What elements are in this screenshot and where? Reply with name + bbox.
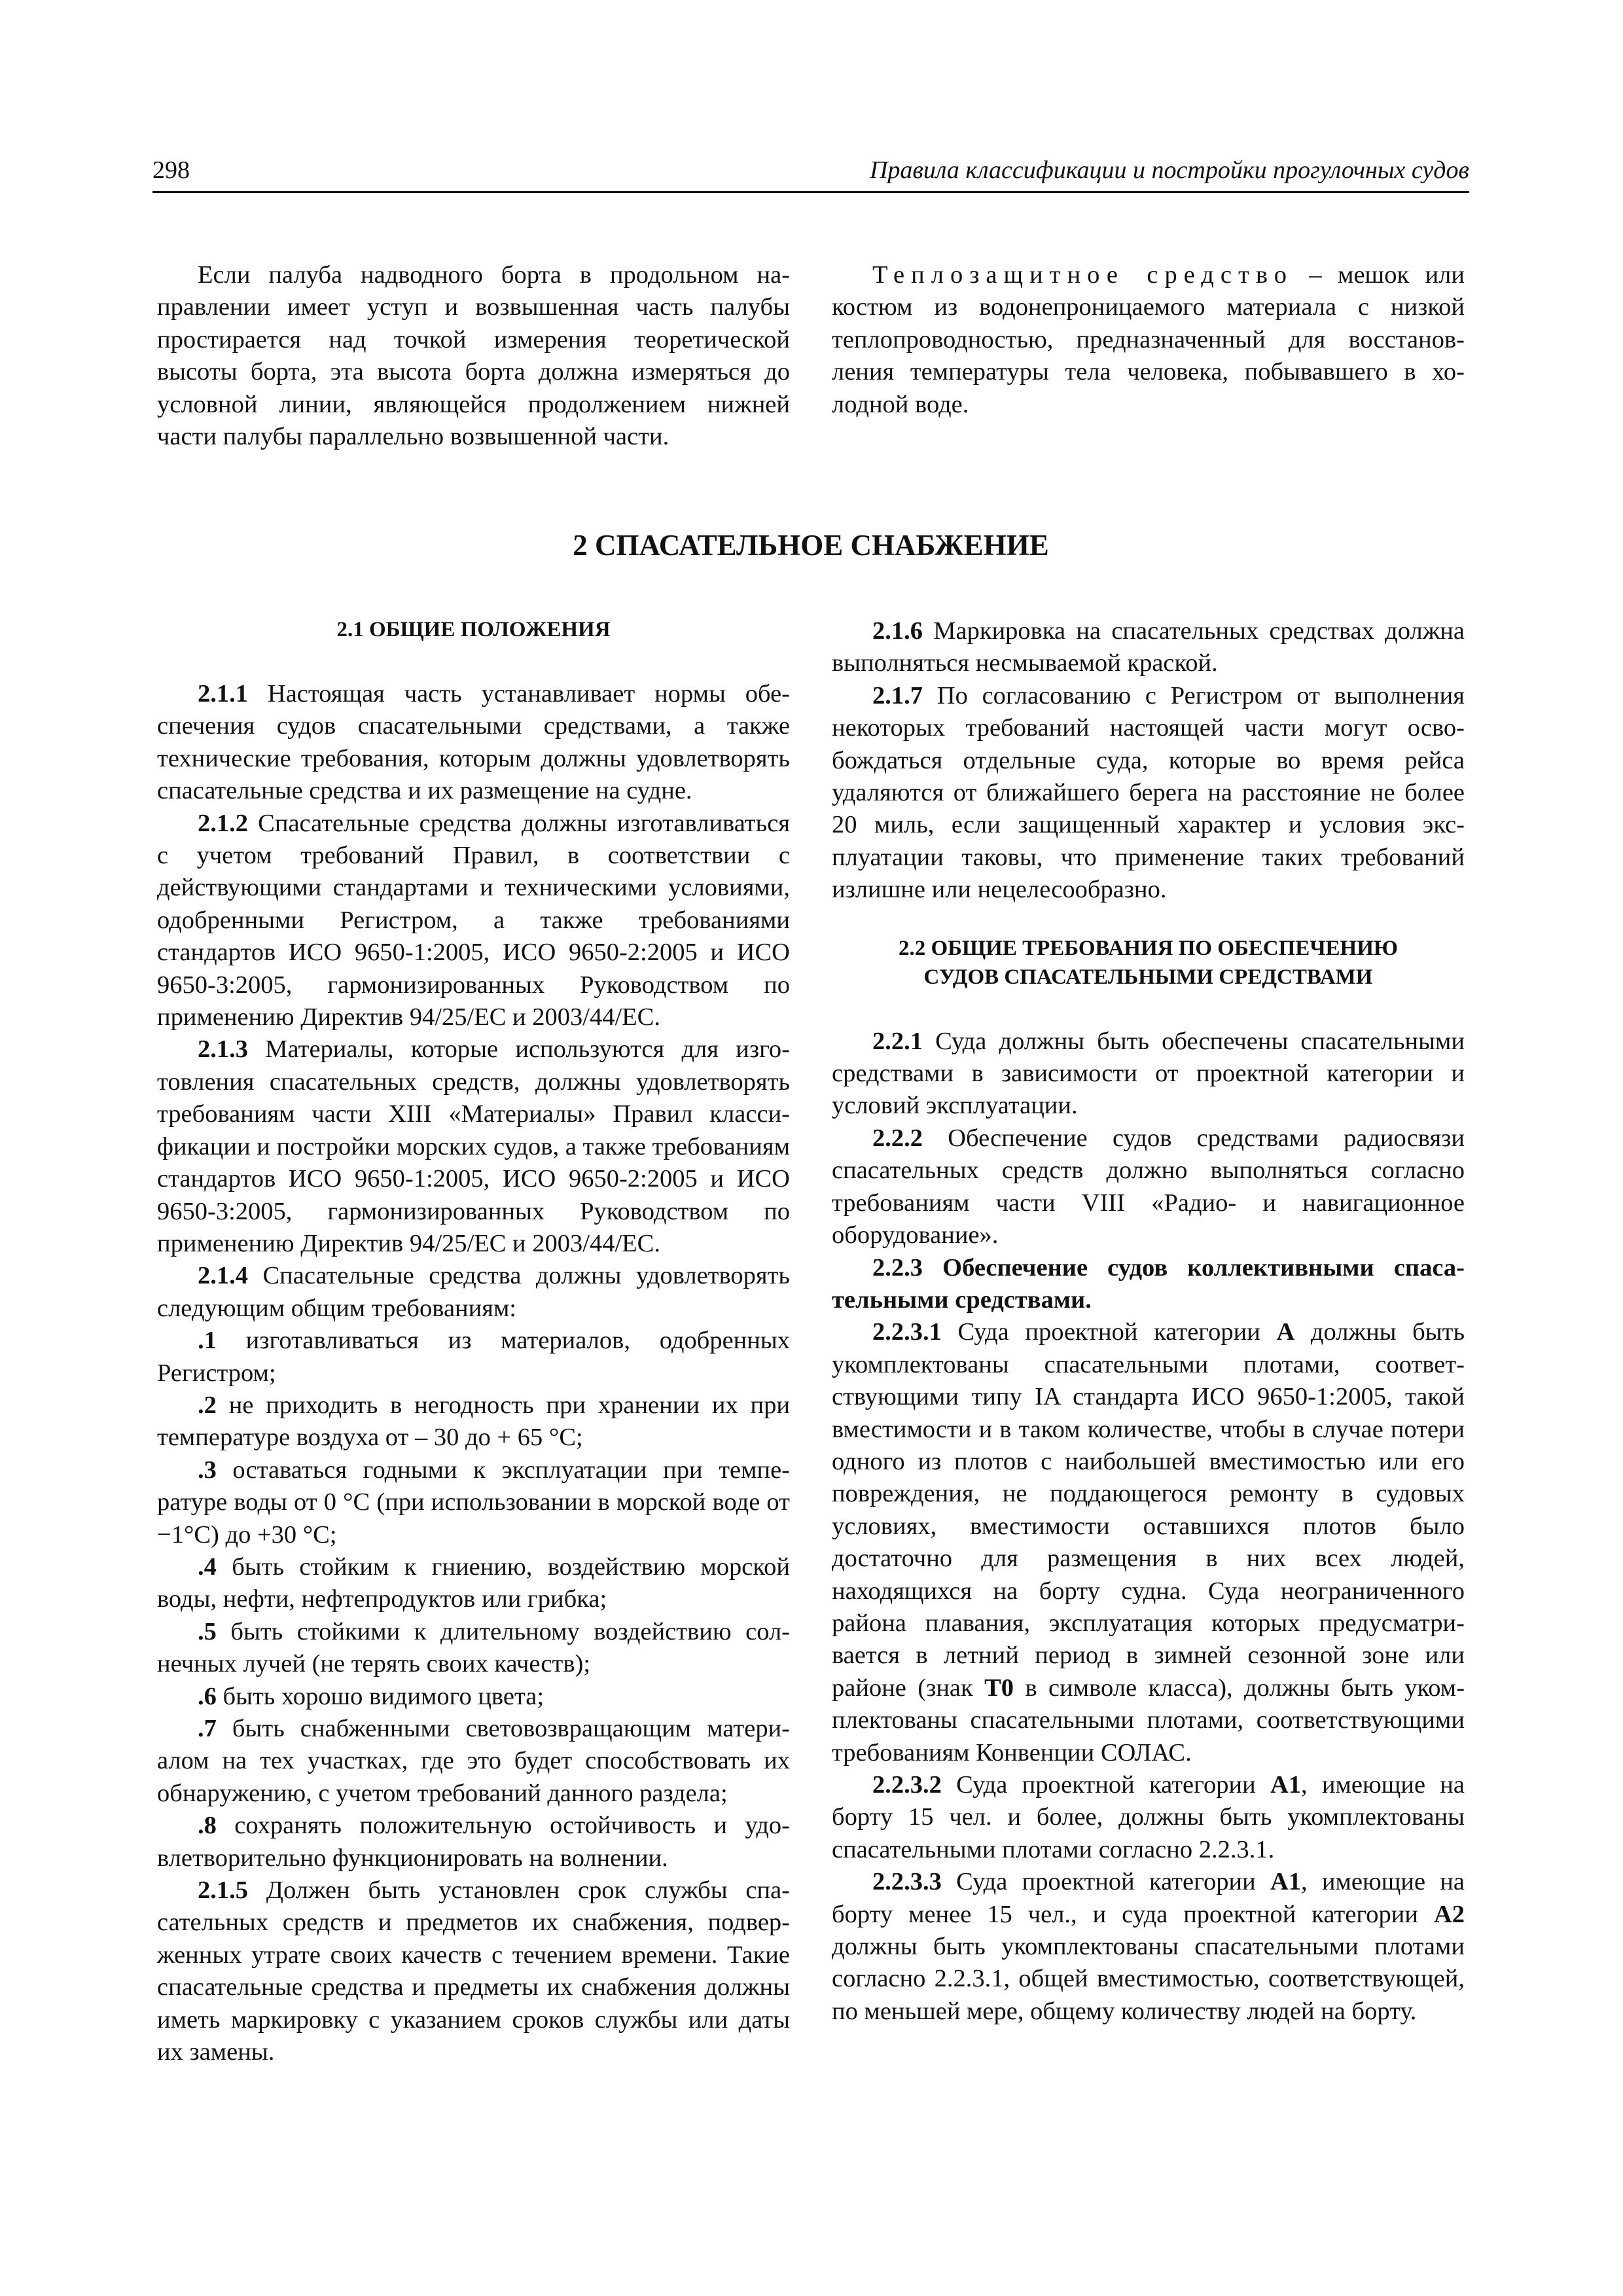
item-number: .8 [198,1812,217,1840]
paragraph-text: в символе класса), должны быть укомплектованы спасательными плотами, соответствующими требованиям Конвенции СОЛАС. [832,1674,1465,1767]
paragraph-text: Спасательные средства должны изготавливаться с учетом требований Правил, в соответствии с действующими стандартами и техническими условиями, одобренными Регистром, а также требованиями стандартов ИСО 9650-1:2005, ИСО 9650-2:2005 и ИСО 9650-3:2005, гармонизированных Руководством по применению Директив 94/25/ЕС и 2003/44/ЕС. [157,809,790,1031]
paragraph-text: Спасательные средства должны удовлетворять следующим общим требованиям: [157,1262,790,1322]
item-number: .4 [198,1552,217,1581]
left-column [157,615,790,2068]
item-number: .1 [198,1327,217,1355]
paragraph-text: Настоящая часть устанавливает нормы обеспечения судов спасательными средствами, а также технические требования, которым должны удовлетворять спасательные средства и их размещение на судне. [157,680,790,805]
paragraph-2-2-3 [832,1252,1465,1317]
paragraph-2-1-2 [157,808,790,1034]
item-number: .2 [198,1391,217,1419]
design-category: A1 [1270,1771,1301,1799]
page-number: 298 [152,156,190,184]
paragraph-number: 2.1.5 [198,1876,248,1905]
list-item [157,1713,790,1810]
subsection-2-2-title-line1: 2.2 ОБЩИЕ ТРЕБОВАНИЯ ПО ОБЕСПЕЧЕНИЮ [898,936,1399,960]
paragraph-2-2-3-2 [832,1769,1465,1866]
list-item [157,1390,790,1454]
item-text: быть стойким к гниению, воздействию морской воды, нефти, нефтепродуктов или грибка; [157,1552,790,1613]
paragraph-number: 2.2.3.2 [872,1771,942,1799]
paragraph-2-1-6 [832,615,1465,680]
list-item [157,1810,790,1874]
paragraph-2-2-3-1 [832,1316,1465,1769]
paragraph-text: Должен быть установлен срок службы спасательных средств и предметов их снабжения, подверженных утрате своих качеств с течением времени. Такие спасательные средства и предметы их снабжения должны иметь маркировку с указанием сроков службы или даты их замены. [157,1876,790,2066]
item-number: .7 [198,1715,217,1742]
subsection-2-2-title [832,934,1465,992]
paragraph-text: Суда проектной категории [941,1318,1277,1346]
paragraph-text: должны быть укомплектованы спасательными плотами согласно 2.2.3.1, общей вместимостью, соответствующей, по меньшей мере, общему количеству людей на борту. [832,1933,1465,2025]
thermal-aid-text: – мешок или костюм из водонепроницаемого материала с низкой теплопроводностью, предназначенный для восстановления температуры тела человека, побывавшего в холодной воде. [832,261,1465,418]
subsection-2-2-title-line2: СУДОВ СПАСАТЕЛЬНЫМИ СРЕДСТВАМИ [923,965,1373,989]
running-title: Правила классификации и постройки прогулочных судов [869,156,1469,184]
paragraph-text: По согласованию с Регистром от выполнения некоторых требований настоящей части могут освобождаться отдельные суда, которые во время рейса удаляются от ближайшего берега на расстояние не более 20 миль, если защищенный характер и условия эксплуатации таковы, что применение таких требований излишне или нецелесообразно. [832,681,1465,904]
item-text: быть стойкими к длительному воздействию солнечных лучей (не терять своих качеств); [157,1617,790,1678]
design-category: A [1276,1318,1295,1346]
paragraph-number: 2.1.6 [872,617,923,645]
design-category: A2 [1433,1900,1465,1928]
paragraph-2-2-1 [832,1026,1465,1122]
paragraph-number: 2.2.3 [872,1253,923,1282]
item-text: быть хорошо видимого цвета; [216,1682,544,1710]
item-text: не приходить в негодность при хранении их при температуре воздуха от – 30 до + 65 °С; [157,1391,790,1452]
list-item [157,1681,790,1713]
paragraph-number: 2.2.2 [872,1124,923,1152]
paragraph-text: Суда проектной категории [941,1771,1270,1799]
item-number: .5 [198,1617,217,1645]
design-category: A1 [1270,1868,1301,1896]
paragraph-number: 2.1.2 [198,809,248,837]
paragraph-text: Обеспечение судов средствами радиосвязи спасательных средств должно выполняться согласно требованиям части VIII «Радио- и навигационное оборудование». [832,1124,1465,1249]
subsection-2-1-title: 2.1 ОБЩИЕ ПОЛОЖЕНИЯ [336,618,611,641]
right-column [832,615,1465,2028]
paragraph-number: 2.1.1 [198,680,248,708]
class-mark: Т0 [984,1674,1014,1702]
item-text: изготавливаться из материалов, одобренных Регистром; [157,1327,790,1387]
item-text: сохранять положительную остойчивость и удовлетворительно функционировать на волнении. [157,1812,790,1872]
list-item [157,1454,790,1551]
paragraph-text: Маркировка на спасательных средствах должна выполняться несмываемой краской. [832,617,1465,677]
list-item [157,1325,790,1390]
paragraph-2-1-4 [157,1260,790,1325]
item-number: .6 [198,1682,217,1710]
paragraph-2-2-3-3 [832,1866,1465,2028]
item-text: быть снабженными световозвращающим материалом на тех участках, где это будет способствовать их обнаружению, с учетом требований данного раздела; [157,1715,790,1807]
paragraph-2-1-5 [157,1874,790,2068]
paragraph-text: , имеющие на борту менее 15 чел., и суда проектной категории [832,1868,1465,1928]
item-text: оставаться годными к эксплуатации при температуре воды от 0 °С (при использовании в морской воде от −1°С) до +30 °С; [157,1456,790,1549]
paragraph-number: 2.1.3 [198,1035,248,1064]
paragraph-number: 2.1.7 [872,681,923,709]
freeboard-paragraph: Если палуба надводного борта в продольном направлении имеет уступ и возвышенная часть палубы простирается над точкой измерения теоретической высоты борта, эта высота борта должна измеряться до условной линии, являющейся продолжением нижней части палубы параллельно возвышенной части. [157,261,790,451]
paragraph-text: должны быть укомплектованы спасательными плотами, соответствующими типу IA стандарта ИСО 9650-1:2005, такой вместимости и в таком количестве, чтобы в случае потери одного из плотов с наибольшей вместимостью или его повреждения, не поддающегося ремонту в судовых условиях, вместимости оставшихся плотов было достаточно для размещения в них всех людей, находящихся на борту судна. Суда неограниченного района плавания, эксплуатация которых предусматривается в летний период в зимней сезонной зоне или районе (знак [832,1318,1465,1702]
paragraph-text: Суда должны быть обеспечены спасательными средствами в зависимости от проектной категории и условий эксплуатации. [832,1027,1465,1120]
thermal-aid-term: Теплозащитное средство [872,261,1293,289]
thermal-aid-definition [832,259,1465,421]
paragraph-text: Материалы, которые используются для изготовления спасательных средств, должны удовлетворять требованиям части XIII «Материалы» Правил классификации и постройки морских судов, а также требованиям стандартов ИСО 9650-1:2005, ИСО 9650-2:2005 и ИСО 9650-3:2005, гармонизированных Руководством по применению Директив 94/25/ЕС и 2003/44/ЕС. [157,1035,790,1257]
list-item [157,1616,790,1681]
page-header [152,152,1469,193]
paragraph-2-2-2 [832,1122,1465,1252]
paragraph-2-1-3 [157,1033,790,1260]
intro-left-column [157,259,790,453]
paragraph-number: 2.1.4 [198,1262,248,1290]
paragraph-number: 2.2.3.3 [872,1868,942,1896]
paragraph-heading-text: Обеспечение судов коллективными спасательными средствами. [832,1253,1465,1314]
paragraph-number: 2.2.3.1 [872,1318,942,1346]
paragraph-text: Суда проектной категории [941,1868,1270,1896]
paragraph-2-1-7 [832,680,1465,906]
intro-right-column [832,259,1465,421]
item-number: .3 [198,1456,217,1484]
paragraph-2-1-1 [157,678,790,808]
section-title: 2 СПАСАТЕЛЬНОЕ СНАБЖЕНИЕ [573,529,1049,562]
list-item [157,1551,790,1616]
paragraph-text: , имеющие на борту 15 чел. и более, должны быть укомплектованы спасательными плотами согласно 2.2.3.1. [832,1771,1465,1863]
paragraph-number: 2.2.1 [872,1027,923,1055]
